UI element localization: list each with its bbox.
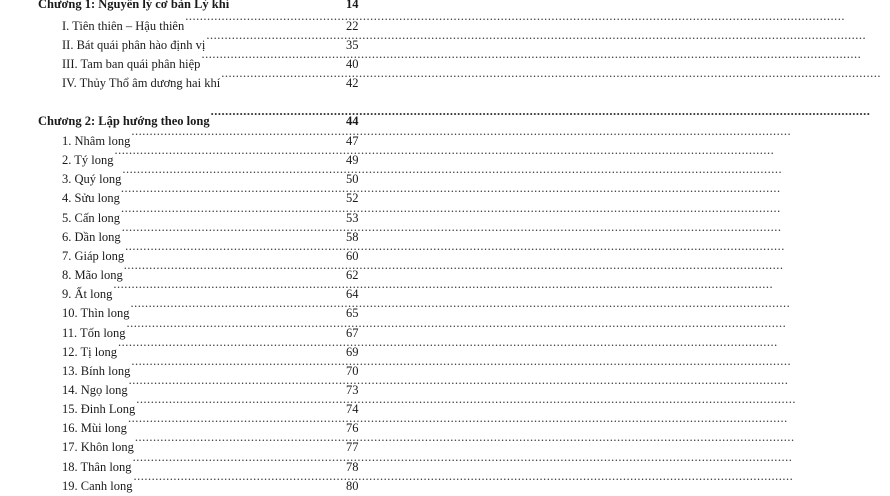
- dot-leader: [221, 67, 345, 87]
- page-number: 80: [346, 478, 359, 493]
- item-label: I. Tiên thiên – Hậu thiên: [62, 19, 185, 33]
- item-label: 10. Thìn long: [62, 306, 130, 321]
- item-label: 18. Thân long: [62, 459, 132, 474]
- dot-leader: [133, 470, 345, 490]
- item-label: 1. Nhâm long: [62, 134, 131, 148]
- page-number: 58: [346, 229, 359, 244]
- item-label: IV. Thủy Thổ âm dương hai khí: [62, 76, 221, 90]
- item-label: II. Bát quái phân hào định vị: [62, 38, 206, 52]
- item-label: 9. Ất long: [62, 287, 113, 302]
- toc-item[interactable]: [0, 67, 400, 90]
- item-label: 3. Quý long: [62, 172, 122, 187]
- page-number: 42: [346, 76, 359, 90]
- item-label: 19. Canh long: [62, 478, 133, 493]
- page-number: 47: [346, 134, 359, 148]
- item-label: 11. Tốn long: [62, 325, 126, 340]
- item-label: 2. Tý long: [62, 153, 114, 168]
- item-label: 15. Đinh Long: [62, 402, 136, 417]
- item-label: III. Tam ban quái phân hiệp: [62, 57, 201, 71]
- page-number: 40: [346, 57, 359, 71]
- page-number: 77: [346, 440, 359, 455]
- page-number: 76: [346, 421, 359, 436]
- page-number: 74: [346, 402, 359, 417]
- page-number: 53: [346, 210, 359, 225]
- page-number: 73: [346, 382, 359, 397]
- page-number: 49: [346, 153, 359, 168]
- page-number: 14: [346, 0, 359, 11]
- page-number: 65: [346, 306, 359, 321]
- page-number: 62: [346, 268, 359, 282]
- item-label: 5. Cấn long: [62, 210, 120, 225]
- page-number: 78: [346, 459, 359, 474]
- item-label: 12. Tị long: [62, 344, 117, 359]
- page-number: 64: [346, 287, 359, 302]
- item-label: 13. Bính long: [62, 363, 131, 378]
- item-label: 7. Giáp long: [62, 248, 125, 263]
- item-label: 17. Khôn long: [62, 440, 134, 455]
- page-number: 35: [346, 38, 359, 52]
- page-number: 52: [346, 191, 359, 206]
- chapter-title: Chương 2: Lập hướng theo long: [38, 114, 210, 128]
- page-number: 60: [346, 248, 359, 263]
- item-label: 4. Sửu long: [62, 191, 120, 206]
- item-label: 8. Mão long: [62, 268, 123, 282]
- toc-page: [0, 0, 400, 493]
- page-number: 70: [346, 363, 359, 378]
- item-label: 16. Mùi long: [62, 421, 127, 436]
- item-label: 6. Dần long: [62, 229, 121, 244]
- page-number: 44: [346, 114, 359, 128]
- item-label: 14. Ngọ long: [62, 382, 128, 397]
- chapter-title: Chương 1: Nguyên lý cơ bản Lý khí: [38, 0, 230, 11]
- toc-item[interactable]: [0, 470, 400, 493]
- page-number: 69: [346, 344, 359, 359]
- page-number: 50: [346, 172, 359, 187]
- page-number: 67: [346, 325, 359, 340]
- page-number: 22: [346, 19, 359, 33]
